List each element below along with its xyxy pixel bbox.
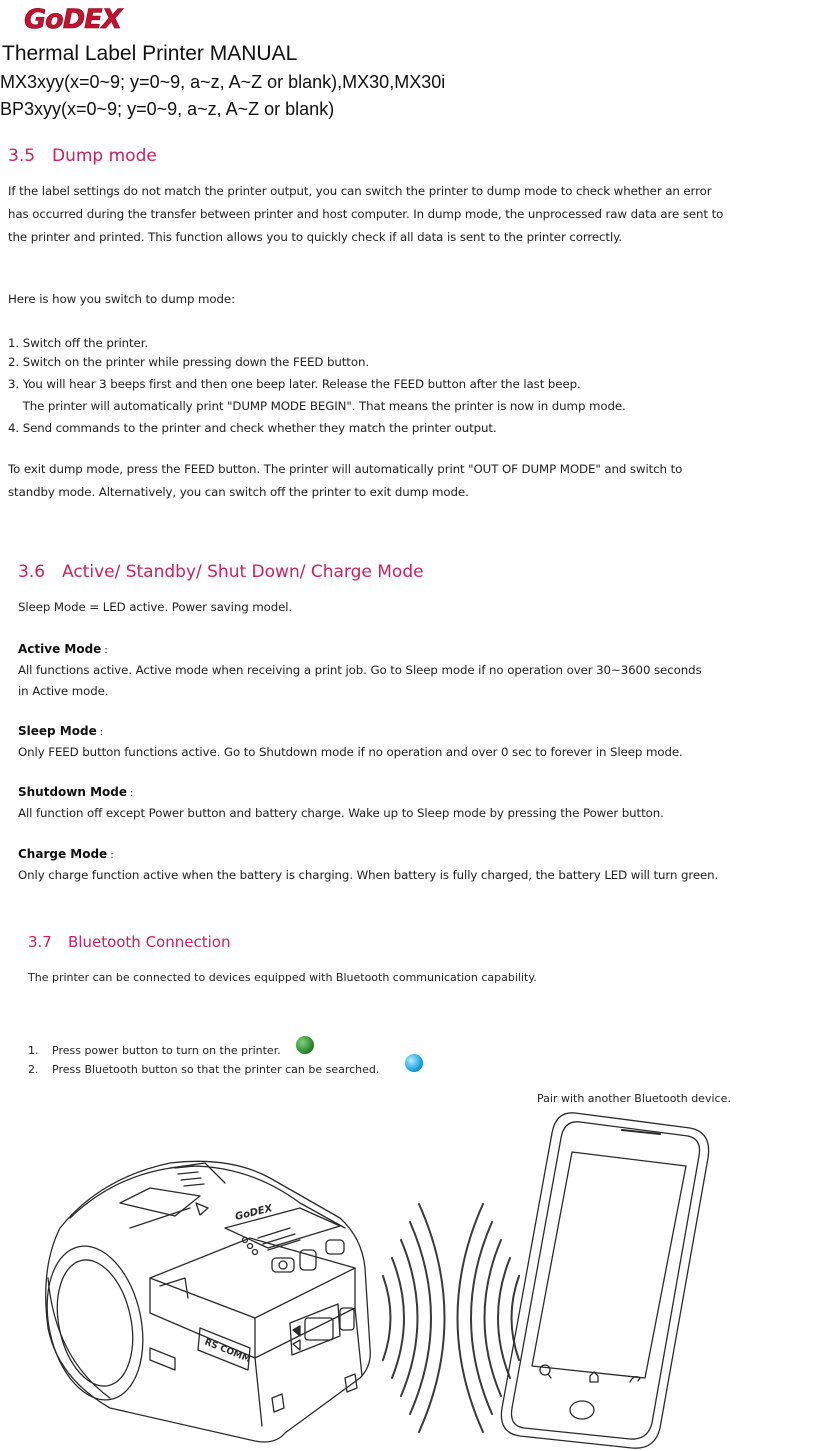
section-heading-dump-mode	[8, 146, 157, 166]
godex-logo	[22, 2, 146, 34]
shutdown-mode-label: Shutdown Mode :	[18, 785, 134, 799]
section-number: 3.5	[8, 146, 36, 166]
section-heading-modes	[18, 562, 424, 582]
smartphone-illustration	[501, 1113, 708, 1448]
dump-step: 1. Switch off the printer.	[8, 336, 149, 350]
green-led-icon	[296, 1036, 314, 1054]
bt-step: Press Bluetooth button so that the printer can be searched.	[52, 1063, 380, 1076]
section-title: Dump mode	[52, 146, 157, 166]
bt-step-number: 1.	[28, 1044, 39, 1057]
printer-markings	[203, 1203, 275, 1365]
dump-howto: Here is how you switch to dump mode:	[8, 292, 235, 306]
dump-step: 4. Send commands to the printer and check whether they match the printer output.	[8, 421, 497, 435]
document-title: Thermal Label Printer MANUAL	[2, 42, 298, 65]
section-title: Active/ Standby/ Shut Down/ Charge Mode	[62, 562, 424, 582]
active-mode-desc: in Active mode.	[18, 684, 109, 698]
model-line-bp: BP3xyy(x=0~9; y=0~9, a~z, A~Z or blank)	[0, 99, 335, 119]
active-mode-desc: All functions active. Active mode when receiving a print job. Go to Sleep mode if no operation over 30~3600 seconds	[18, 663, 702, 677]
bt-step: Press power button to turn on the printer.	[52, 1044, 281, 1057]
shutdown-mode-desc: All function off except Power button and battery charge. Wake up to Sleep mode by pressing the Power button.	[18, 806, 664, 820]
sleep-mode-label: Sleep Mode :	[18, 724, 104, 738]
printer-logo-text: GoDEX	[234, 1203, 274, 1223]
dump-intro-line: the printer and printed. This function allows you to quickly check if all data is sent to the printer correctly.	[8, 230, 622, 244]
bluetooth-intro: The printer can be connected to devices equipped with Bluetooth communication capability.	[28, 971, 537, 984]
sleep-mode-desc: Only FEED button functions active. Go to Shutdown mode if no operation and over 0 sec to forever in Sleep mode.	[18, 745, 683, 759]
svg-text:GoDEX: GoDEX	[24, 4, 122, 34]
section-number: 3.6	[18, 562, 46, 582]
model-line-mx: MX3xyy(x=0~9; y=0~9, a~z, A~Z or blank),MX30,MX30i	[0, 72, 446, 92]
dump-intro-line: has occurred during the transfer between printer and host computer. In dump mode, the unprocessed raw data are sent to	[8, 207, 724, 221]
blue-led-icon	[405, 1054, 423, 1072]
pair-caption: Pair with another Bluetooth device.	[537, 1092, 731, 1105]
section-heading-bluetooth	[28, 933, 230, 951]
bluetooth-signal-waves	[383, 1204, 519, 1432]
dump-exit-line: To exit dump mode, press the FEED button. The printer will automatically print "OUT OF DUMP MODE" and switch to	[8, 462, 683, 476]
charge-mode-label: Charge Mode :	[18, 847, 114, 861]
printer-side-label: RS COMM	[202, 1337, 252, 1366]
dump-step: The printer will automatically print "DUMP MODE BEGIN". That means the printer is now in dump mode.	[8, 399, 626, 413]
dump-step: 2. Switch on the printer while pressing down the FEED button.	[8, 355, 369, 369]
bluetooth-pairing-illustration	[0, 1108, 824, 1451]
section-number: 3.7	[28, 933, 52, 951]
bt-step-number: 2.	[28, 1063, 39, 1076]
dump-intro-line: If the label settings do not match the printer output, you can switch the printer to dump mode to check whether an error	[8, 184, 712, 198]
dump-exit-line: standby mode. Alternatively, you can switch off the printer to exit dump mode.	[8, 485, 469, 499]
printer-illustration	[34, 1161, 370, 1442]
charge-mode-desc: Only charge function active when the battery is charging. When battery is fully charged, the battery LED will turn green.	[18, 868, 719, 882]
dump-step: 3. You will hear 3 beeps first and then one beep later. Release the FEED button after the last beep.	[8, 377, 581, 391]
sleep-mode-note: Sleep Mode = LED active. Power saving model.	[18, 600, 293, 614]
section-title: Bluetooth Connection	[68, 933, 231, 951]
active-mode-label: Active Mode :	[18, 642, 108, 656]
